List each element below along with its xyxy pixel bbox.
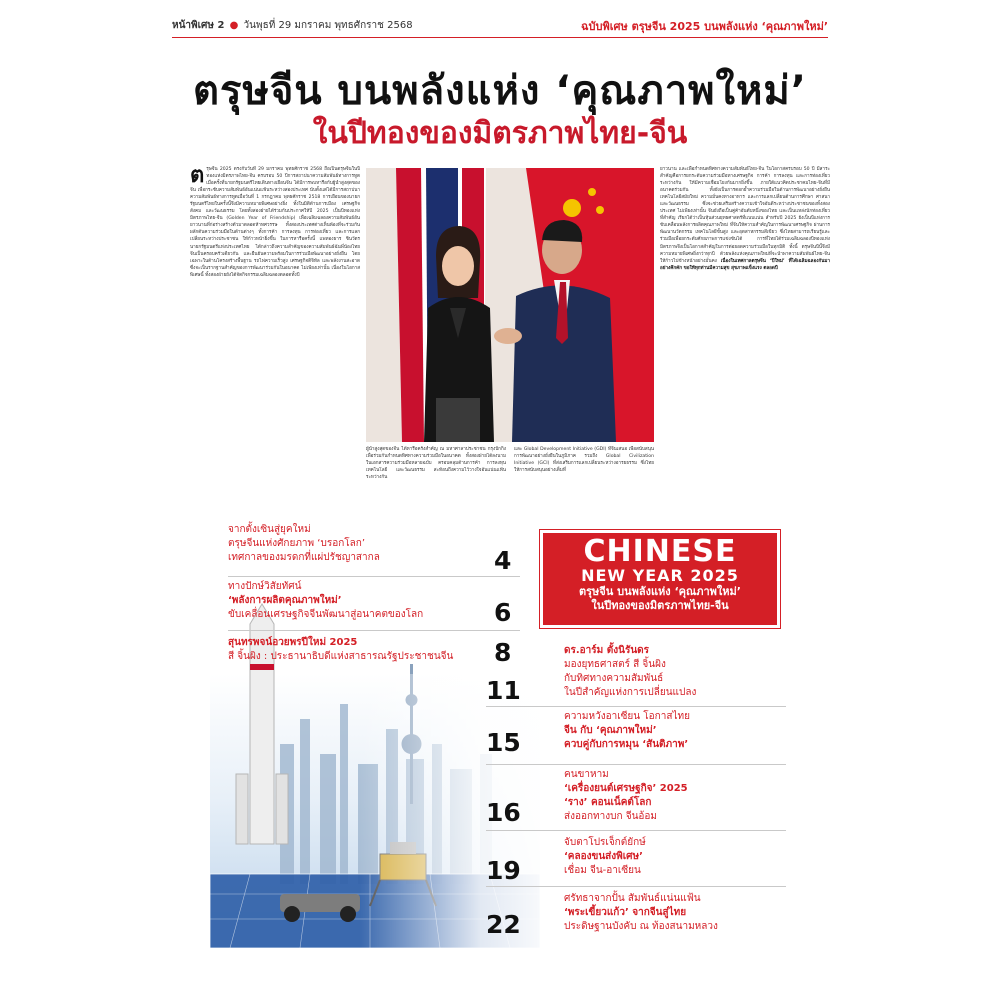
toc-page-number: 16	[486, 798, 521, 827]
toc-divider	[228, 630, 520, 631]
toc-line: จีน กับ ‘คุณภาพใหม่’	[564, 725, 657, 736]
toc-line: สุนทรพจน์อวยพรปีใหม่ 2025	[228, 637, 358, 648]
cny-subtagline: ในปีทองของมิตรภาพไทย-จีน	[591, 599, 729, 612]
toc-line: ศรัทธาจากปั้น สัมพันธ์แน่นแฟ้น	[564, 893, 701, 904]
article-text-2a: ผู้นำสูงสุดของจีน ได้หารือครั้งสำคัญ ณ มหาศาลาประชาชน กรุงปักกิ่ง เพื่อร่วมกันกำหนดทิศทางความร่วมมือในอนาคต ทั้งสองฝ่ายได้ลงนามในเอกสารความร่วมมือหลายฉบับ ครอบคลุมด้านการค้า การลงทุน เทคโนโลยี และวัฒนธรรม สะท้อนถึงความไว้วางใจอันแน่นแฟ้นระหว่างกัน	[366, 447, 506, 481]
toc-line: เทศกาลของมรดกที่แผ่ปรัชญาสากล	[228, 552, 380, 563]
toc-line: ในปีสำคัญแห่งการเปลี่ยนแปลง	[564, 687, 697, 698]
toc-entry-page-16[interactable]	[564, 768, 688, 824]
cny-title: CHINESE	[583, 534, 737, 569]
issue-date: วันพุธที่ 29 มกราคม พุทธศักราช 2568	[243, 20, 413, 31]
toc-page-number: 19	[486, 856, 521, 885]
toc-page-number: 11	[486, 676, 521, 705]
header-date-line	[172, 18, 413, 33]
page-label: หน้าพิเศษ 2	[172, 20, 225, 31]
toc-line: ประดิษฐานบังคับ ณ ท้องสนามหลวง	[564, 921, 718, 932]
toc-entry-page-19[interactable]	[564, 836, 646, 878]
header-section-title: ฉบับพิเศษ ตรุษจีน 2025 บนพลังแห่ง ‘คุณภาพใหม่’	[581, 20, 828, 33]
toc-divider	[486, 706, 786, 707]
toc-entry-page-8[interactable]	[228, 636, 453, 664]
article-text-3: ยาวนาน และเพื่อกำหนดทิศทางความสัมพันธ์ไทย-จีน ในโอกาสครบรอบ 50 ปี มีสาระสำคัญคือการยกระดับความร่วมมือทางเศรษฐกิจ การค้า การลงทุน และการท่องเที่ยวระหว่างกัน ให้มีความเชื่อมโยงกันมากยิ่งขึ้น ภายใต้แนวคิดประชาคมไทย-จีนที่มีอนาคตร่วมกัน ทั้งยังเป็นการตอกย้ำความร่วมมือในด้านการพัฒนาอย่างยั่งยืน เทคโนโลยีสมัยใหม่ ความมั่นคงทางอาหาร และการแลกเปลี่ยนด้านการศึกษา ศาสนา และวัฒนธรรม ซึ่งจะช่วยเสริมสร้างความเข้าใจอันดีระหว่างประชาชนของทั้งสองประเทศ ไม่เพียงเท่านั้น จีนยังถือเป็นคู่ค้าอันดับหนึ่งของไทย และเป็นแหล่งนักท่องเที่ยวที่สำคัญ เรียกได้ว่าเป็นหุ้นส่วนยุทธศาสตร์ที่แนบแน่น สำหรับปี 2025 ยังเป็นปีแห่งการขับเคลื่อนพลังการผลิตคุณภาพใหม่ ที่จีนให้ความสำคัญในการพัฒนาเศรษฐกิจ ผ่านการพัฒนานวัตกรรม เทคโนโลยีขั้นสูง และอุตสาหกรรมสีเขียว ซึ่งไทยสามารถเรียนรู้และร่วมมือเพื่อยกระดับศักยภาพการแข่งขันได้ การที่ไทยได้ร่วมเฉลิมฉลองปีทองแห่งมิตรภาพจึงเป็นโอกาสสำคัญในการต่อยอดความร่วมมือในทุกมิติ ทั้งนี้ ตรุษจีนปีนี้จึงมีความหมายพิเศษยิ่งกว่าทุกปี ด้วยพลังแห่งคุณภาพใหม่ที่จะนำพาความสัมพันธ์ไทย-จีนให้ก้าวไปข้างหน้าอย่างมั่นคง	[660, 167, 830, 264]
toc-divider	[486, 886, 786, 887]
toc-line: ‘พระเขี้ยวแก้ว’ จากจีนสู่ไทย	[564, 907, 687, 918]
toc-page-number: 8	[494, 638, 512, 667]
toc-page-number: 6	[494, 598, 512, 627]
page-header	[172, 16, 828, 38]
toc-entry-page-11[interactable]	[564, 644, 696, 700]
toc-line: ‘ราง’ คอนเน็คต์โลก	[564, 797, 652, 808]
sub-headline: ในปีทองของมิตรภาพไทย-จีน	[312, 116, 688, 151]
toc-line: สี จิ้นผิง : ประธานาธิบดีแห่งสาธารณรัฐประชาชนจีน	[228, 651, 454, 662]
leaders-handshake-photo	[366, 168, 654, 442]
toc-line: กับทิศทางความสัมพันธ์	[564, 673, 664, 684]
chinese-new-year-badge	[540, 530, 780, 628]
toc-line: ‘คลองขนส่งพิเศษ’	[564, 851, 643, 862]
toc-line: ขับเคลื่อนเศรษฐกิจจีนพัฒนาสู่อนาคตของโลก	[228, 609, 424, 620]
toc-page-number: 22	[486, 910, 521, 939]
article-column-3	[660, 166, 830, 484]
photo-illustration	[366, 168, 654, 442]
toc-line: เชื่อม จีน-อาเซียน	[564, 865, 641, 876]
toc-divider	[486, 764, 786, 765]
toc-line: ตรุษจีนแห่งศักยภาพ ‘บรอกโลก’	[228, 538, 366, 549]
article-closing: เนื่องในเทศกาลตรุษจีน ‘ปีใหม่’ ที่ได้เฉลิมฉลองกันมาอย่างคึกคัก ขอให้ทุกท่านมีความสุข สุขภาพแข็งแรง ตลอดปี	[660, 258, 830, 271]
toc-line: ทางปักษ์วิสัยทัศน์	[228, 581, 302, 592]
bullet: ●	[229, 20, 239, 31]
toc-page-number: 15	[486, 728, 521, 757]
toc-entry-page-4[interactable]	[228, 523, 380, 565]
toc-line: จากตั้งเซินสู่ยุคใหม่	[228, 524, 311, 535]
drop-cap: ต	[190, 166, 205, 188]
cny-tagline: ตรุษจีน บนพลังแห่ง ‘คุณภาพใหม่’	[579, 585, 741, 598]
toc-line: ‘เครื่องยนต์เศรษฐกิจ’ 2025	[564, 783, 688, 794]
main-headline: ตรุษจีน บนพลังแห่ง ‘คุณภาพใหม่’	[192, 68, 807, 114]
toc-line: คนขาหาม	[564, 769, 609, 780]
toc-page-number: 4	[494, 546, 512, 575]
article-column-2	[366, 446, 654, 486]
toc-entry-page-15[interactable]	[564, 710, 690, 752]
cny-year: NEW YEAR 2025	[581, 566, 739, 585]
toc-line: ‘พลังการผลิตคุณภาพใหม่’	[228, 595, 342, 606]
toc-line: ส่งออกทางบก จีนอ้อม	[564, 811, 658, 822]
article-text-2b: และ Global Development Initiative (GDI) ที่จีนเสนอ เพื่อสนับสนุนการพัฒนาอย่างยั่งยืนในภูมิภาค รวมถึง Global Civilization Initiative (GCI) ที่ส่งเสริมการแลกเปลี่ยนระหว่างอารยธรรม ซึ่งไทยให้การสนับสนุนอย่างเต็มที่	[514, 447, 654, 474]
toc-line: มองยุทธศาสตร์ สี จิ้นผิง	[564, 659, 666, 670]
toc-line: ควบคู่กับการหมุน ‘สันติภาพ’	[564, 739, 689, 750]
article-column-1	[190, 166, 360, 484]
toc-divider	[228, 576, 520, 577]
toc-line: ดร.อาร์ม ตั้งนิรันดร	[564, 645, 650, 656]
toc-divider	[486, 830, 786, 831]
toc-entry-page-6[interactable]	[228, 580, 423, 622]
article-text-1: รุษจีน 2025 ตรงกับวันที่ 29 มกราคม พุทธศักราช 2568 ถือเป็นตรุษจีนในปีทองแห่งมิตรภาพไทย-จีน ครบรอบ 50 ปีการสถาปนาความสัมพันธ์ทางการทูต เมื่อครั้งที่นายกรัฐมนตรีไทยเดินทางเยือนจีน ได้มีการพบหารือกับผู้นำสูงสุดของจีน เพื่อกระชับความสัมพันธ์อันแน่นแฟ้นระหว่างสองประเทศ นับตั้งแต่ได้มีการสถาปนาความสัมพันธ์ทางการทูตเมื่อวันที่ 1 กรกฎาคม พุทธศักราช 2518 การเยือนของนายกรัฐมนตรีไทยในครั้งนี้จึงมีความหมายพิเศษอย่างยิ่ง ทั้งในมิติด้านการเมือง เศรษฐกิจ สังคม และวัฒนธรรม โดยทั้งสองฝ่ายได้ร่วมกันประกาศให้ปี 2025 เป็นปีทองแห่งมิตรภาพไทย-จีน (Golden Year of Friendship) เพื่อเฉลิมฉลองความสัมพันธ์อันยาวนานที่ก่อร่างสร้างตัวมาตลอดห้าทศวรรษ ทั้งสองประเทศต่างเห็นพ้องที่จะร่วมกันผลักดันความร่วมมือในด้านต่างๆ ทั้งการค้า การลงทุน การท่องเที่ยว และการแลกเปลี่ยนระหว่างประชาชน ให้ก้าวหน้ายิ่งขึ้น ในการหารือครั้งนี้ แพทองธาร ชินวัตร นายกรัฐมนตรีแห่งประเทศไทย ได้กล่าวถึงความสำคัญของความสัมพันธ์ฉันพี่น้องไทยจีนเป็นครอบครัวเดียวกัน และยืนยันความพร้อมในการร่วมมือพัฒนาอย่างยั่งยืน โดยเฉพาะในด้านโครงสร้างพื้นฐาน รถไฟความเร็วสูง เศรษฐกิจดิจิทัล และพลังงานสะอาด ซึ่งจะเป็นรากฐานสำคัญของการพัฒนาร่วมกันในอนาคต ไม่เพียงเท่านั้น เนื่องในโอกาสพิเศษนี้ ทั้งสองฝ่ายยังได้จัดกิจกรรมเฉลิมฉลองตลอดทั้งปี	[190, 167, 360, 278]
toc-line: ความหวังอาเซียน โอกาสไทย	[564, 711, 690, 722]
toc-line: จับตาโปรเจ็กต์ยักษ์	[564, 837, 646, 848]
toc-entry-page-22[interactable]	[564, 892, 718, 934]
